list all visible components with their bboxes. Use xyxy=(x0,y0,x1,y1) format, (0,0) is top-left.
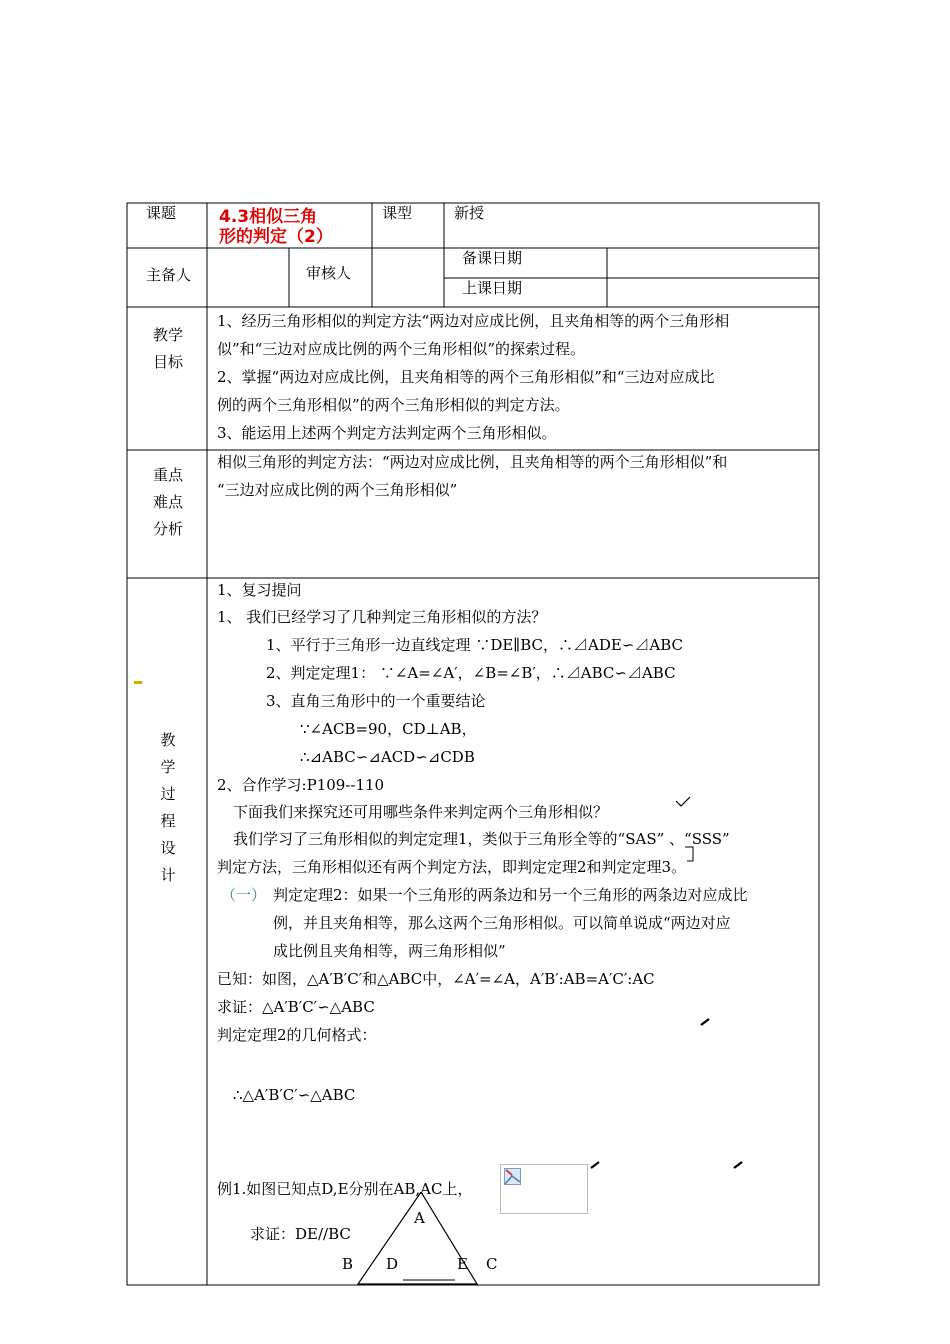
process-line: 例1.如图已知点D,E分别在AB,AC上， xyxy=(217,1180,473,1198)
key-points-label: 重点 难点 分析 xyxy=(152,466,183,538)
process-line: 判定定理2的几何格式： xyxy=(217,1026,377,1044)
figure-label-a: A xyxy=(414,1209,425,1227)
lesson-title-line1: 4.3相似三角 xyxy=(219,207,318,227)
figure-label-c: C xyxy=(486,1255,498,1273)
goals-text xyxy=(217,307,813,447)
type-label: 课型 xyxy=(382,204,413,222)
preparer-label: 主备人 xyxy=(146,266,192,284)
goal-line: 似”和“三边对应成比例的两个三角形相似”的探索过程。 xyxy=(217,340,586,358)
process-line: 2、判定定理1： ∵∠A=∠A′，∠B=∠B′，∴⊿ABC∽⊿ABC xyxy=(266,664,676,682)
process-line: ∴⊿ABC∽⊿ACD∽⊿CDB xyxy=(300,748,475,766)
key-points-text xyxy=(217,448,813,504)
process-line: 判定定理2：如果一个三角形的两条边和另一个三角形的两条边对应成比 xyxy=(273,886,748,904)
goal-line: 2、掌握“两边对应成比例，且夹角相等的两个三角形相似”和“三边对应成比 xyxy=(217,368,715,386)
process-line: 1、 我们已经学习了几种判定三角形相似的方法？ xyxy=(217,608,547,626)
lesson-title-line2: 形的判定（2） xyxy=(219,227,333,247)
tick-mark-icon xyxy=(699,1017,711,1027)
process-line: 3、直角三角形中的一个重要结论 xyxy=(266,692,486,710)
process-line: 1、平行于三角形一边直线定理 ∵DE∥BC，∴⊿ADE∽⊿ABC xyxy=(266,636,683,654)
class-date-label: 上课日期 xyxy=(462,279,523,297)
goal-line: 1、经历三角形相似的判定方法“两边对应成比例，且夹角相等的两个三角形相 xyxy=(217,312,730,330)
process-line: 下面我们来探究还可用哪些条件来判定两个三角形相似？ xyxy=(233,803,609,821)
reviewer-label: 审核人 xyxy=(306,264,352,282)
yellow-mark xyxy=(134,681,142,684)
process-line: 求证：△A′B′C′∽△ABC xyxy=(217,998,375,1016)
key-point-line: 相似三角形的判定方法：“两边对应成比例，且夹角相等的两个三角形相似”和 xyxy=(217,453,728,471)
process-line: 判定方法，三角形相似还有两个判定方法，即判定定理2和判定定理3。 xyxy=(217,858,687,876)
section-marker: （一） xyxy=(221,886,267,904)
process-line: 求证：DE//BC xyxy=(250,1225,351,1243)
figure-label-d: D xyxy=(386,1255,399,1273)
image-placeholder xyxy=(500,1164,588,1214)
process-line: 2、合作学习:P109--110 xyxy=(217,776,385,794)
figure-label-e: E xyxy=(457,1255,468,1273)
topic-label: 课题 xyxy=(146,204,177,222)
key-point-line: “三边对应成比例的两个三角形相似” xyxy=(217,481,458,499)
process-line: 成比例且夹角相等，两三角形相似” xyxy=(273,942,506,960)
goals-label: 教学 目标 xyxy=(152,326,183,371)
tick-mark-icon xyxy=(732,1160,744,1170)
process-line: 已知：如图，△A′B′C′和△ABC中，∠A′=∠A，A′B′:AB=A′C′:AC xyxy=(217,970,655,988)
bracket-mark-icon xyxy=(683,845,697,863)
tick-mark-icon xyxy=(589,1160,601,1170)
process-line: 我们学习了三角形相似的判定定理1，类似于三角形全等的“SAS” 、“SSS” xyxy=(233,830,730,848)
broken-image-icon xyxy=(504,1168,522,1186)
process-line: 1、复习提问 xyxy=(217,581,302,599)
process-line: ∴△A′B′C′∽△ABC xyxy=(233,1086,356,1104)
figure-label-b: B xyxy=(342,1255,354,1273)
goal-line: 例的两个三角形相似”的两个三角形相似的判定方法。 xyxy=(217,396,570,414)
type-value: 新授 xyxy=(454,204,485,222)
check-mark-icon xyxy=(674,795,692,809)
process-line: ∵∠ACB=90，CD⊥AB， xyxy=(300,720,477,738)
process-line: 例，并且夹角相等，那么这两个三角形相似。可以简单说成“两边对应 xyxy=(273,914,731,932)
prep-date-label: 备课日期 xyxy=(462,249,523,267)
process-label: 教 学 过 程 设 计 xyxy=(160,731,176,884)
goal-line: 3、能运用上述两个判定方法判定两个三角形相似。 xyxy=(217,424,557,442)
